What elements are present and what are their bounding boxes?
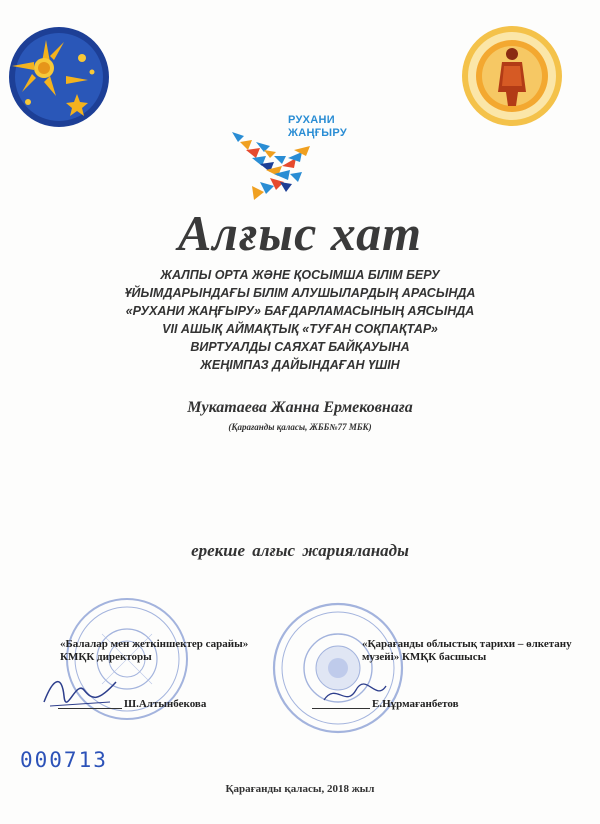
body-line: «РУХАНИ ЖАҢҒЫРУ» БАҒДАРЛАМАСЫНЫҢ АЯСЫНДА (125, 304, 475, 318)
left-org-line-1: «Балалар мен жеткіншектер сарайы» (60, 638, 249, 650)
museum-emblem-logo (458, 22, 566, 130)
right-stamp-icon (268, 598, 408, 738)
rukhani-wordmark (288, 114, 347, 140)
rukhani-zhangyru-logo (230, 112, 380, 204)
body-line: ВИРТУАЛДЫ САЯХАТ БАЙҚАУЫНА (190, 340, 410, 354)
right-signature-line (312, 708, 370, 709)
certificate-title: Алғыс хат (177, 205, 423, 261)
body-line: ЖЕҢІМПАЗ ДАЙЫНДАҒАН ҮШІН (200, 358, 400, 372)
left-org-line-2: КМҚК директоры (60, 651, 152, 663)
certificate-body (90, 266, 510, 374)
sun-emblem-logo (4, 22, 114, 132)
body-line: ҰЙЫМДАРЫНДАҒЫ БІЛІМ АЛУШЫЛАРДЫҢ АРАСЫНДА (124, 286, 476, 300)
left-signatory-org (60, 638, 248, 664)
footer-place-year: Қарағанды қаласы, 2018 жыл (225, 783, 375, 795)
left-signature-line (58, 708, 122, 709)
right-signatory-name: Е.Нұрмағанбетов (372, 698, 459, 710)
right-org-line-2: музейі» КМҚК басшысы (362, 651, 487, 663)
wordmark-line-1: РУХАНИ (288, 114, 335, 126)
wordmark-line-2: ЖАҢҒЫРУ (288, 127, 347, 139)
right-signatory-org (362, 638, 572, 664)
body-line: VII АШЫҚ АЙМАҚТЫҚ «ТУҒАН СОҚПАҚТАР» (162, 322, 438, 336)
announcement-text: ерекше алғыс жарияланады (191, 541, 409, 560)
recipient-name: Мукатаева Жанна Ермековнаға (187, 399, 413, 416)
right-org-line-1: «Қарағанды облыстық тарихи – өлкетану (362, 638, 572, 650)
body-line: ЖАЛПЫ ОРТА ЖӘНЕ ҚОСЫМША БІЛІМ БЕРУ (160, 268, 440, 282)
left-signatory-name: Ш.Алтынбекова (124, 698, 207, 710)
serial-number: 000713 (20, 748, 108, 772)
recipient-affiliation: (Қарағанды қаласы, ЖББ№77 МБК) (228, 422, 372, 432)
left-signature-icon (40, 672, 120, 712)
